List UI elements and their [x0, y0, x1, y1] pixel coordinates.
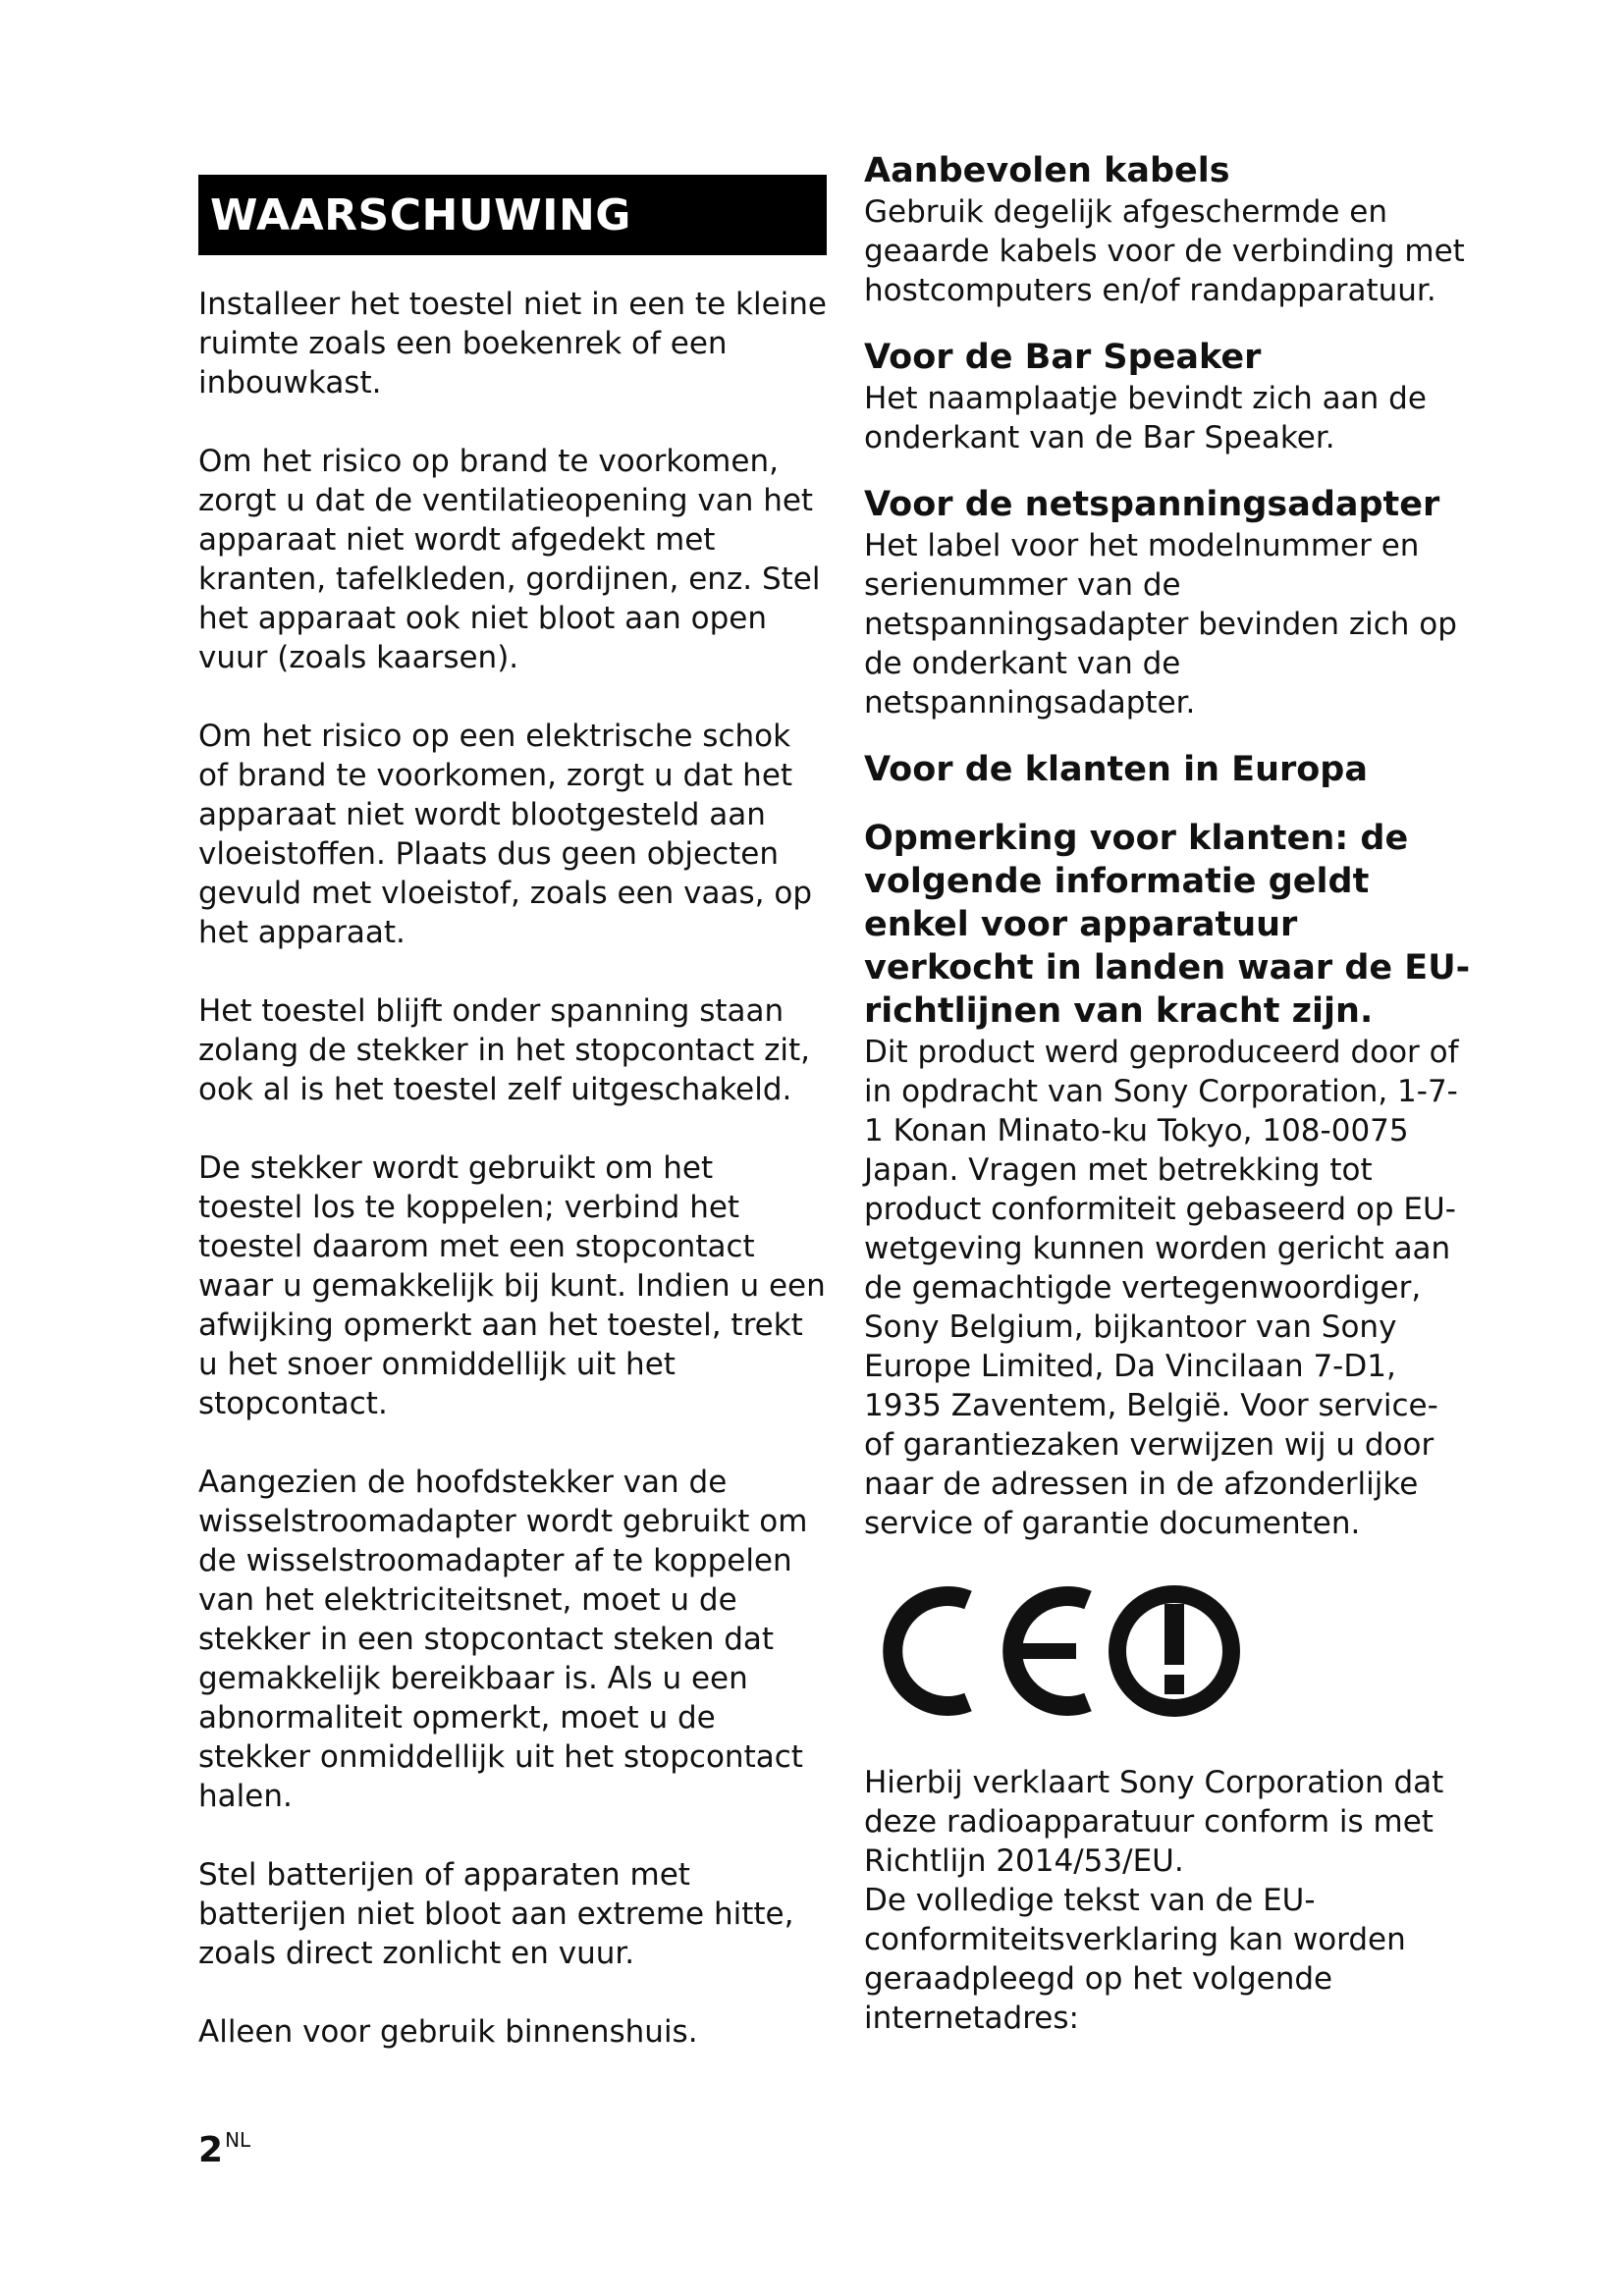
page-number-value: 2 [198, 2130, 224, 2170]
certification-marks [870, 1582, 1473, 1720]
heading-cables: Aanbevolen kabels [864, 151, 1230, 190]
text-cables: Gebruik degelijk afgeschermde en geaarde kabels voor de verbinding met hostcomputers en/of randapparatuur. [864, 194, 1465, 308]
paragraph-power-standby: Het toestel blijft onder spanning staan zolang de stekker in het stopcontact zit, ook al is het toestel zelf uitgeschakeld. [198, 993, 811, 1107]
heading-eu-notice: Opmerking voor klanten: de volgende informatie geldt enkel voor apparatuur verkocht in landen waar de EU-richtlijnen van kracht zijn. [864, 819, 1471, 1031]
section-adapter [864, 483, 1473, 722]
paragraph-disconnect: De stekker wordt gebruikt om het toestel los te koppelen; verbind het toestel daarom met een stopcontact waar u gemakkelijk bij kunt. Indien u een afwijking opmerkt aan het toestel, trekt u het snoer onmiddellijk uit het stopcontact. [198, 1150, 826, 1421]
paragraph-liquids: Om het risico op een elektrische schok of brand te voorkomen, zorgt u dat het apparaat niet wordt blootgesteld aan vloeistoffen. Plaats dus geen objecten gevuld met vloeistof, zoals een vaas, op het apparaat. [198, 719, 813, 950]
section-cables [864, 149, 1473, 310]
heading-bar-speaker: Voor de Bar Speaker [864, 338, 1262, 377]
ce-mark-icon [870, 1582, 1106, 1720]
heading-adapter: Voor de netspanningsadapter [864, 485, 1440, 524]
text-declaration: Hierbij verklaart Sony Corporation dat deze radioapparatuur conform is met Richtlijn 2014/53/EU. [864, 1765, 1444, 1879]
paragraph-ac-adapter: Aangezien de hoofdstekker van de wisselstroomadapter wordt gebruikt om de wisselstroomadapter af te koppelen van het elektriciteitsnet, moet u de stekker in een stopcontact steken dat gemakkelijk bereikbaar is. Als u een abnormaliteit opmerkt, moet u de stekker onmiddellijk uit het stopcontact halen. [198, 1465, 808, 1814]
text-full-declaration: De volledige tekst van de EU-conformiteitsverklaring kan worden geraadpleegd op het volgende internetadres: [864, 1883, 1406, 2036]
warning-title: WAARSCHUWING [210, 189, 631, 240]
heading-europe: Voor de klanten in Europa [864, 750, 1368, 789]
text-eu-notice: Dit product werd geproduceerd door of in opdracht van Sony Corporation, 1-7-1 Konan Minato-ku Tokyo, 108-0075 Japan. Vragen met betrekking tot product conformiteit gebaseerd op EU-wetgeving kunnen worden gericht aan de gemachtigde vertegenwoordiger, Sony Belgium, bijkantoor van Sony Europe Limited, Da Vincilaan 7-D1, 1935 Zaventem, België. Voor service- of garantiezaken verwijzen wij u door naar de adressen in de afzonderlijke service of garantie documenten. [864, 1035, 1459, 1541]
paragraph-batteries: Stel batterijen of apparaten met batterijen niet bloot aan extreme hitte, zoals direct zonlicht en vuur. [198, 1857, 794, 1971]
section-eu-notice [864, 817, 1473, 1543]
page-language: NL [225, 2128, 251, 2152]
page-number [198, 2130, 250, 2170]
alert-mark-icon [1106, 1582, 1243, 1720]
paragraph-installation: Installeer het toestel niet in een te kleine ruimte zoals een boekenrek of een inbouwkast. [198, 287, 827, 400]
text-bar-speaker: Het naamplaatje bevindt zich aan de onderkant van de Bar Speaker. [864, 381, 1427, 455]
right-column [864, 149, 1473, 2038]
text-adapter: Het label voor het modelnummer en serienummer van de netspanningsadapter bevinden zich op de onderkant van de netspanningsadapter. [864, 528, 1457, 721]
left-column [198, 175, 827, 2052]
section-bar-speaker [864, 336, 1473, 457]
section-europe [864, 748, 1473, 791]
paragraph-indoor-use: Alleen voor gebruik binnenshuis. [198, 2014, 698, 2050]
paragraph-ventilation: Om het risico op brand te voorkomen, zorgt u dat de ventilatieopening van het apparaat niet wordt afgedekt met kranten, tafelkleden, gordijnen, enz. Stel het apparaat ook niet bloot aan open vuur (zoals kaarsen). [198, 444, 821, 675]
warning-banner [198, 175, 827, 255]
